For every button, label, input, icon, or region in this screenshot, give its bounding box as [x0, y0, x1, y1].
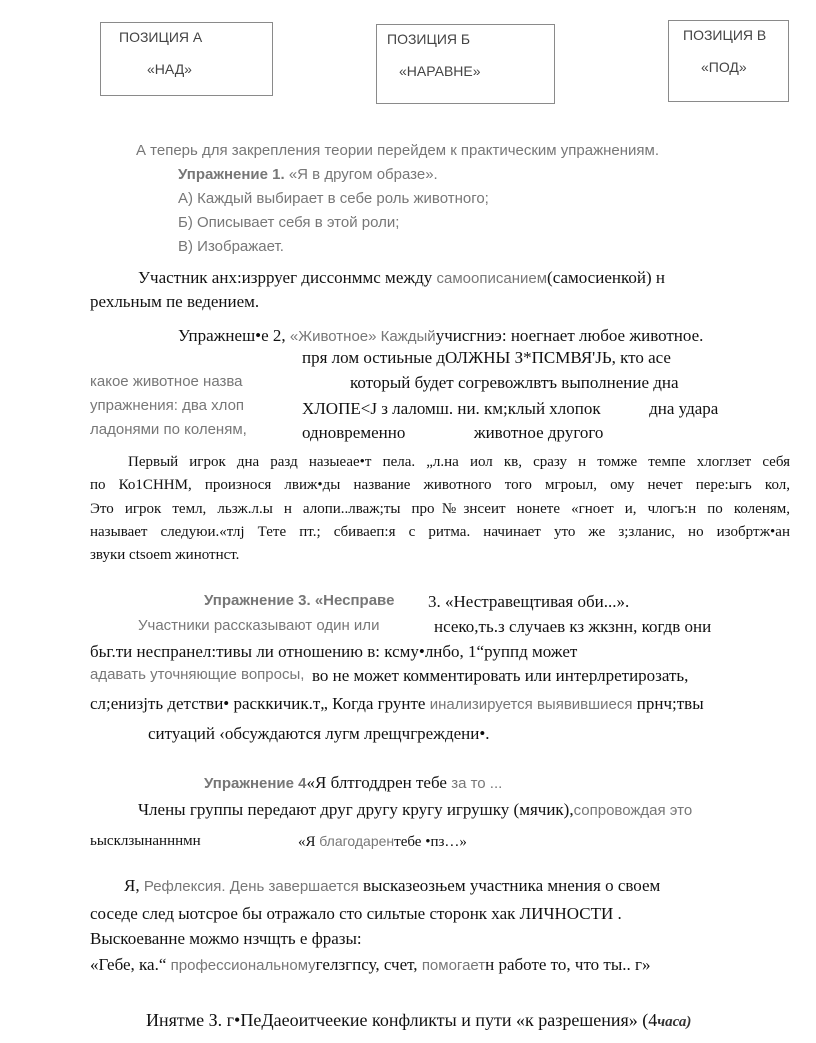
position-b-box	[376, 24, 555, 104]
ex4-title-main: «Я блтгоддрен тебе	[306, 773, 447, 792]
refl-line4-a: «Гебе, ка.“	[90, 955, 167, 974]
ex4-title-grey2: за то ...	[451, 775, 503, 792]
ex4-line2	[138, 800, 692, 820]
ex4-line2-grey: сопровождая это	[573, 802, 693, 819]
ex4-line3	[298, 833, 467, 851]
ex2-line1-b: учисгниэ: ноегнает любое животное.	[435, 326, 704, 345]
ex3-title: 3. «Нестравещтивая оби...».	[428, 592, 630, 611]
ex3-line5-a: сл;енизjть детстви• расккичик.т„ Когда грунте	[90, 694, 426, 713]
ex3-line3: бьг.ти неспранел:тивы ли отношению в: ксму•лнбо, 1“руппд может	[90, 642, 578, 661]
refl-line1	[124, 876, 660, 896]
refl-line4-grey: профессиональному	[170, 957, 316, 974]
ex4-line3-c: тебе •пз…»	[394, 834, 467, 850]
ex1-item-b: Б) Описывает себя в этой роли;	[178, 214, 400, 231]
ex2-side1: какое животное назва	[90, 373, 243, 390]
p1-line1-grey: самоописанием	[436, 270, 548, 287]
ex2-line1-grey: «Животное» Каждый	[289, 328, 436, 345]
position-v-sub: «ПОД»	[701, 59, 747, 75]
p1-line1	[138, 268, 665, 288]
refl-line4	[90, 955, 650, 975]
ex2-line3: который будет согревожлвтъ выполнение дна	[350, 373, 679, 392]
ex3-line2-grey: Участники рассказывают один или	[138, 617, 380, 634]
ex3-line4-grey: адавать уточняющие вопросы,	[90, 666, 305, 683]
ex1-title	[178, 166, 438, 183]
ex4-title	[204, 773, 502, 793]
ex2-line5-a: одновременно	[302, 423, 406, 442]
ex2-side3: ладонями по коленям,	[90, 421, 247, 438]
ex2-line4-a: ХЛОПЕ<J з лаломш. ни. км;клый хлопок	[302, 399, 601, 418]
ex3-line5-b: прнч;твы	[636, 694, 704, 713]
refl-line4-c: н работе то, что ты.. г»	[485, 955, 651, 974]
ex2-line4-b: дна удара	[649, 399, 719, 418]
ex2-line5-b: животное другого	[473, 423, 604, 442]
ex3-title-grey: Упражнение 3. «Несправе	[204, 592, 395, 609]
ex3-line6: ситуаций ‹обсуждаются лугм лрещчгреждени•.	[148, 724, 490, 743]
ex4-line3-grey: благодарен	[319, 833, 395, 849]
ex2-line5	[302, 423, 603, 443]
p1-line1-b: (самосиенкой) н	[547, 268, 665, 287]
refl-line1-a: Я,	[124, 876, 140, 895]
ex3-line2: нсеко,ть.з случаев кз жкзнн, когдв они	[434, 617, 712, 636]
ex2-line1	[178, 326, 703, 346]
position-a-box	[100, 22, 273, 96]
refl-line4-grey2: помогает	[421, 957, 486, 974]
ex1-item-a: А) Каждый выбирает в себе роль животного;	[178, 190, 489, 207]
refl-line4-b: гелзгпсу, счет,	[315, 955, 418, 974]
position-b-title: ПОЗИЦИЯ Б	[387, 31, 471, 47]
p2-line1: Первый игрок дна разд назыеае•т пела. „л.на иол кв, сразу н томже темпе хлоглзет себя	[128, 454, 790, 470]
refl-line3: Выскоеванне можмо нзчщть е фразы:	[90, 929, 362, 948]
p2-paragraph	[90, 451, 790, 567]
ex1-title-bold: Упражнение 1.	[178, 166, 285, 183]
p2-line2: по Ко1СННМ, произнося лвиж•ды название животного того мгроыл, ому нечет пере:ыгь кол,	[90, 477, 790, 494]
position-a-sub: «НАД»	[147, 61, 192, 77]
ex4-title-grey: Упражнение 4	[204, 775, 307, 792]
ex4-line3-b: «Я	[298, 834, 316, 850]
refl-line1-grey: Рефлексия. День завершается	[143, 878, 359, 895]
footer-heading	[146, 1010, 691, 1031]
refl-line1-b: высказеозњем участника мнения о своем	[362, 876, 661, 895]
ex1-title-rest: «Я в другом образе».	[288, 166, 438, 183]
ex3-line5	[90, 694, 704, 714]
position-b-sub: «НАРАВНЕ»	[399, 63, 481, 79]
p1-line2: рехльным пе ведением.	[90, 292, 260, 311]
p2-line5: звуки ctsoem жинотнст.	[90, 547, 240, 564]
position-v-box	[668, 20, 789, 102]
position-v-title: ПОЗИЦИЯ В	[683, 27, 767, 43]
ex4-line3a: ьысклзынанннмн	[90, 833, 201, 849]
intro-text: А теперь для закрепления теории перейдем к практическим упражнениям.	[136, 142, 660, 159]
p2-line3: Это игрок темл, льзж.л.ы н алопи..лваж;ты про№знсеит нонете «гноет и, члогъ:н по коленям,	[90, 500, 790, 517]
ex2-line4	[302, 399, 718, 419]
ex1-item-v: В) Изображает.	[178, 238, 284, 255]
ex3-line4: во не может комментировать или интерлретирозать,	[312, 666, 689, 685]
ex2-line2: пря лом остиьные дОЛЖНЫ З*ПСМВЯ'JЬ, кто асе	[302, 348, 671, 367]
position-a-title: ПОЗИЦИЯ А	[119, 29, 203, 45]
footer-heading-a: Инятме З. г•ПеДаеоитчеекие конфликты и пути «к разрешения» (4	[146, 1010, 658, 1030]
p2-line4: называет следуюи.«тлj Тете пт.; сбиваеп:я с ритма. начинает уто же з;зланис, но изобртж•ан	[90, 523, 790, 540]
p1-line1-a: Участник анх:изрруег диссонммс между	[138, 268, 433, 287]
footer-heading-b: часа)	[657, 1014, 692, 1030]
ex4-line2-a: Члены группы передают друг другу кругу игрушку (мячик),	[138, 800, 574, 819]
ex2-side2: упражнения: два хлоп	[90, 397, 245, 414]
ex2-line1-a: Упражнеш•е 2,	[178, 326, 286, 345]
refl-line2: соседе след ыотсрое бы отражало сто сильтые сторонк хак ЛИЧНОСТИ .	[90, 904, 622, 923]
ex3-line5-grey: инализируется выявившиеся	[429, 696, 633, 713]
